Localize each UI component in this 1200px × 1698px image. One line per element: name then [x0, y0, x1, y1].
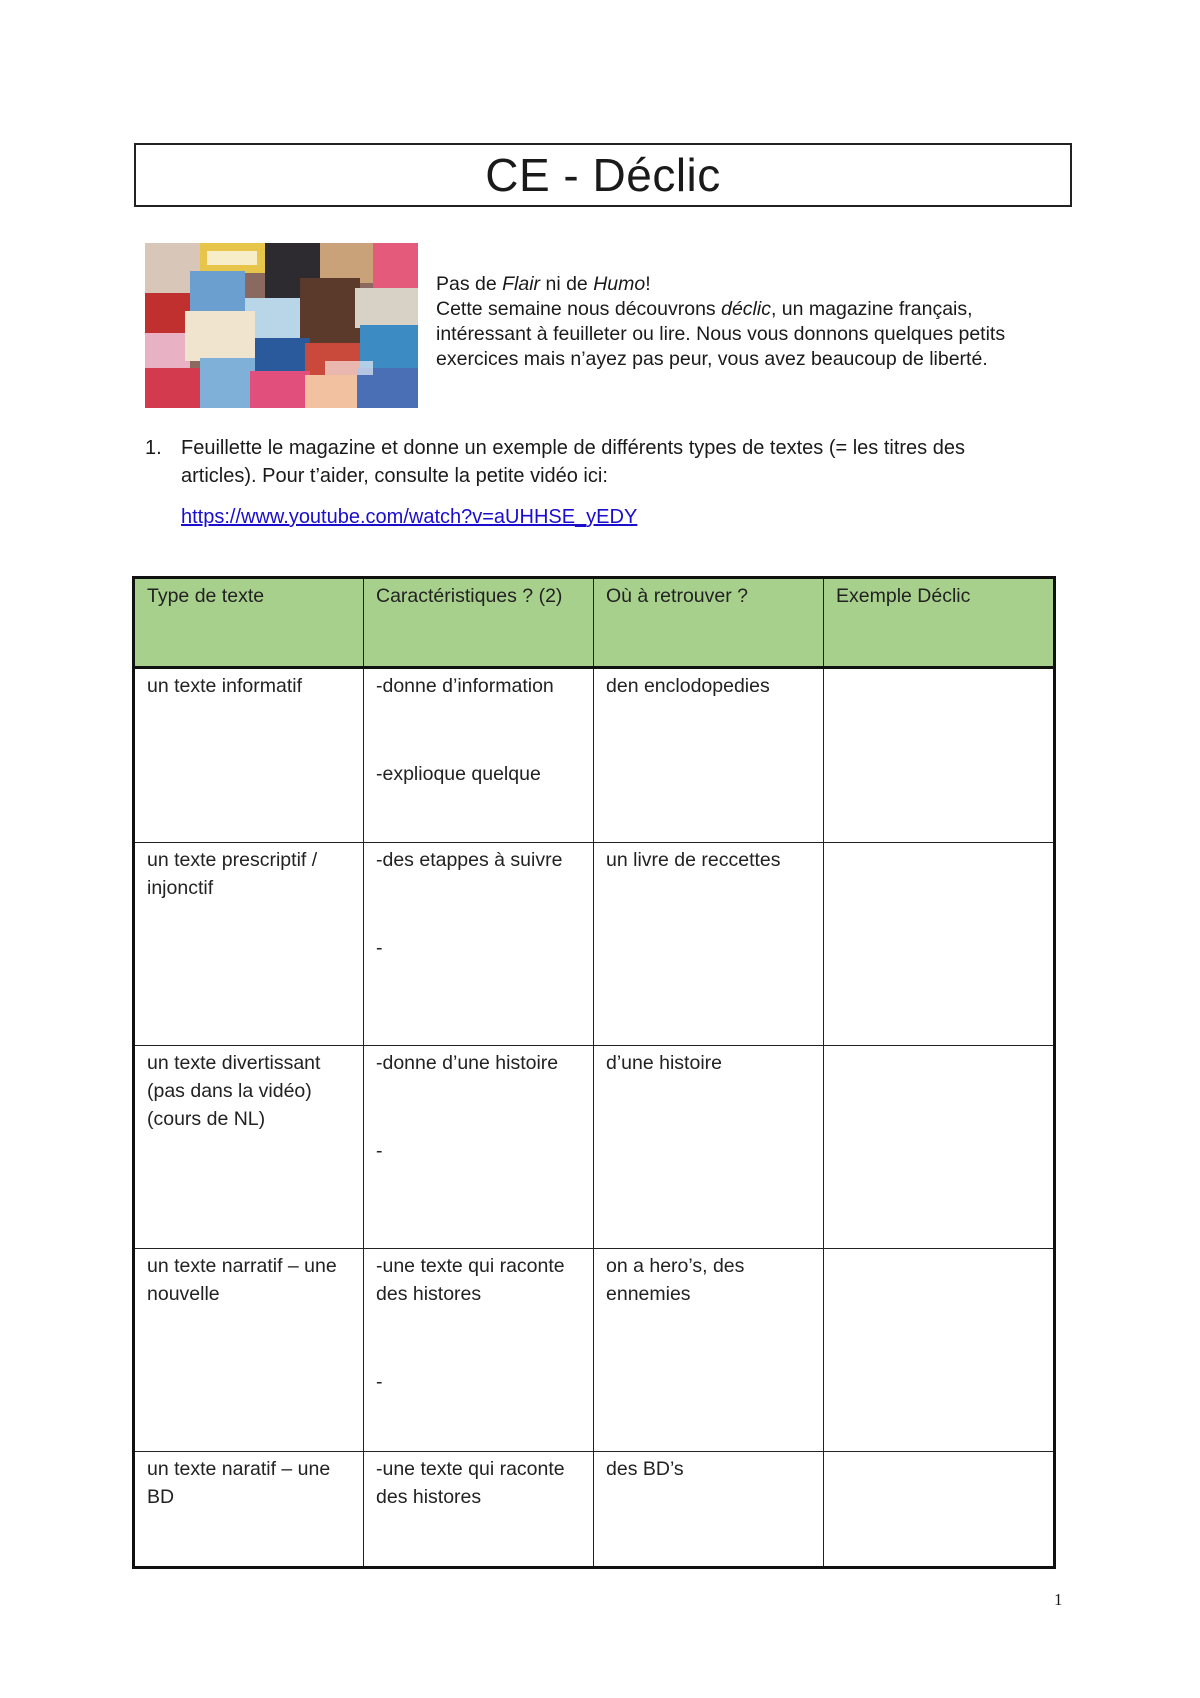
header-cell: Où à retrouver ?	[594, 578, 824, 668]
example-cell[interactable]	[824, 843, 1055, 1046]
where-cell: den enclodopedies	[594, 668, 824, 843]
table-row	[134, 668, 1055, 843]
magazine-collage-image	[145, 243, 418, 408]
table-header-row	[134, 578, 1055, 668]
question-number: 1.	[145, 437, 162, 459]
characteristics-cell: -des etappes à suivre -	[364, 843, 594, 1046]
example-cell[interactable]	[824, 1249, 1055, 1452]
intro-line-1: Pas de Flair ni de Humo!	[436, 273, 651, 295]
where-cell: d’une histoire	[594, 1046, 824, 1249]
example-cell[interactable]	[824, 1452, 1055, 1568]
type-cell: un texte informatif	[134, 668, 364, 843]
type-cell: un texte divertissant (pas dans la vidéo) (cours de NL)	[134, 1046, 364, 1249]
page-title: CE - Déclic	[134, 143, 1072, 207]
header-cell: Exemple Déclic	[824, 578, 1055, 668]
text-types-table	[132, 576, 1056, 1569]
characteristics-cell: -une texte qui raconte des histores	[364, 1452, 594, 1568]
characteristics-cell: -une texte qui raconte des histores -	[364, 1249, 594, 1452]
intro-line-2: Cette semaine nous découvrons déclic, un magazine français, intéressant à feuilleter ou lire. Nous vous donnons quelques petits exercices mais n’ayez pas peur, vous avez beaucoup de liberté.	[436, 298, 1006, 370]
table-row	[134, 1046, 1055, 1249]
youtube-link[interactable]: https://www.youtube.com/watch?v=aUHHSE_yEDY	[181, 506, 638, 528]
humo-mention: Humo	[593, 273, 646, 295]
characteristics-cell: -donne d’une histoire -	[364, 1046, 594, 1249]
question-text: Feuillette le magazine et donne un exemple de différents types de textes (= les titres des articles). Pour t’aider, consulte la petite vidéo ici:	[181, 437, 965, 487]
where-cell: des BD’s	[594, 1452, 824, 1568]
characteristics-cell: -donne d’information -explioque quelque	[364, 668, 594, 843]
header-cell: Type de texte	[134, 578, 364, 668]
type-cell: un texte naratif – une BD	[134, 1452, 364, 1568]
type-cell: un texte prescriptif / injonctif	[134, 843, 364, 1046]
page-number: 1	[1054, 1590, 1063, 1609]
table-row	[134, 1452, 1055, 1568]
type-cell: un texte narratif – une nouvelle	[134, 1249, 364, 1452]
where-cell: un livre de reccettes	[594, 843, 824, 1046]
table-row	[134, 843, 1055, 1046]
flair-mention: Flair	[502, 273, 541, 295]
example-cell[interactable]	[824, 1046, 1055, 1249]
where-cell: on a hero’s, des ennemies	[594, 1249, 824, 1452]
table-row	[134, 1249, 1055, 1452]
declic-mention: déclic	[721, 298, 771, 320]
header-cell: Caractéristiques ? (2)	[364, 578, 594, 668]
intro-text	[436, 272, 1066, 372]
example-cell[interactable]	[824, 668, 1055, 843]
